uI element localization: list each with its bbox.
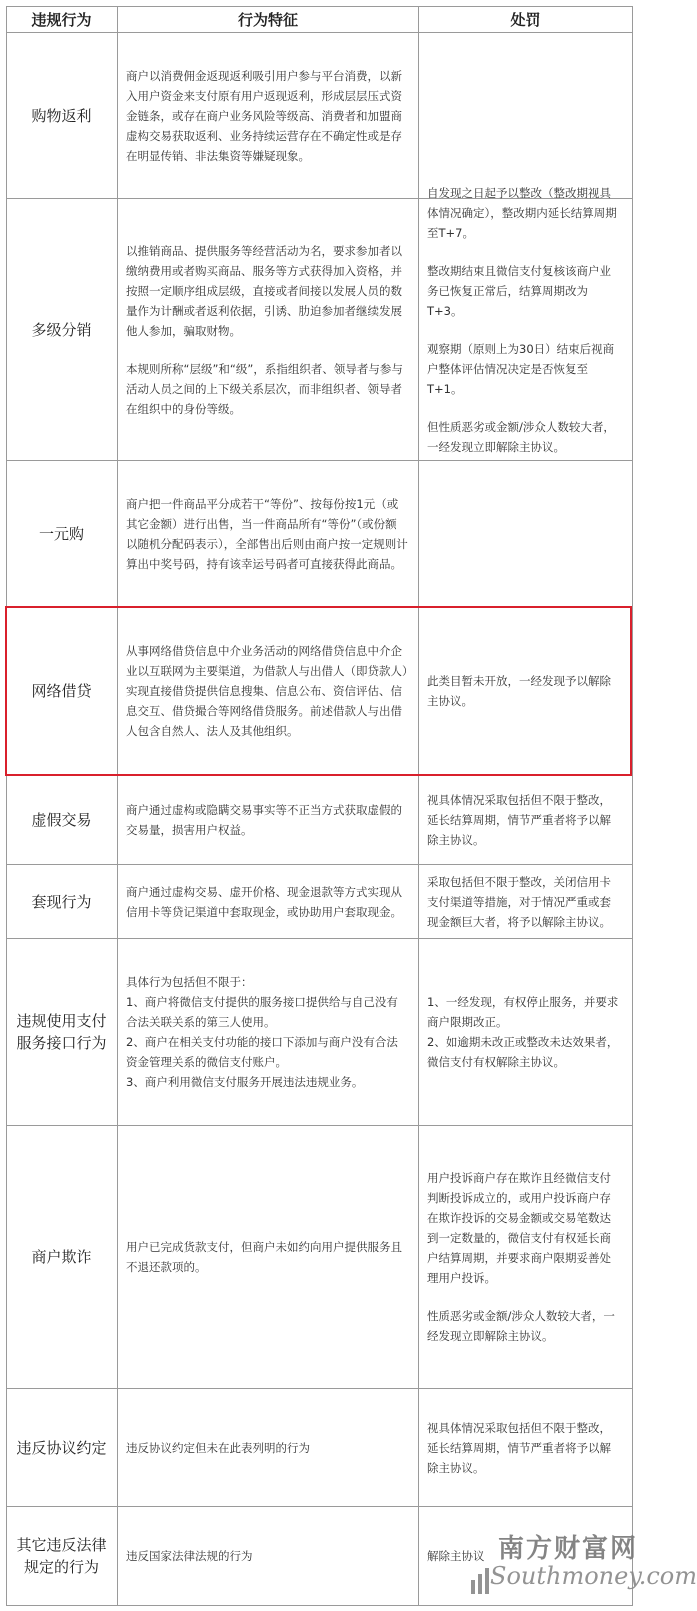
violation-penalty: 视具体情况采取包括但不限于整改，延长结算周期，情节严重者将予以解除主协议。 [427,1420,611,1475]
violation-name [6,939,117,1125]
highlight-box [5,606,632,776]
violation-features: 商户以消费佣金返现返利吸引用户参与平台消费，以新入用户资金来支付原有用户返现返利，形成层层压式资金链条，或存在商户业务风险等级高、消费者和加盟商虚构交易获取返利、业务持续运营存在不确定性或是存在明显传销、非法集资等嫌疑现象。 [126,68,402,163]
violation-features: 从事网络借贷信息中介业务活动的网络借贷信息中介企业以互联网为主要渠道，为借款人与出借人（即贷款人）实现直接借贷提供信息搜集、信息公布、资信评估、信息交互、借贷撮合等网络借贷服务。前述借款人与出借人包含自然人、法人及其他组织。 [126,644,408,738]
violation-name: 购物返利 [31,106,92,125]
watermark-en: Southmoney.com [490,1562,697,1590]
violation-name-line: 规定的行为 [23,1558,99,1576]
violation-name: 违反协议约定 [16,1438,107,1457]
violation-features: 商户通过虚构或隐瞒交易事实等不正当方式获取虚假的交易量，损害用户权益。 [126,803,402,837]
header-violation: 违规行为 [31,11,92,29]
violation-name: 商户欺诈 [31,1248,92,1266]
violation-name: 网络借贷 [31,682,92,700]
violation-name-line: 违规使用支付 [16,1012,107,1030]
header-features: 行为特征 [237,11,298,29]
violation-features: 商户通过虚构交易、虚开价格、现金退款等方式实现从信用卡等贷记渠道中套取现金，或协助用户套取现金。 [126,884,402,919]
violation-name: 虚假交易 [31,811,92,829]
shared-penalty: 自发现之日起予以整改（整改期视具体情况确定），整改期内延长结算周期至T+7。 整改期结束且微信支付复核该商户业务已恢复正常后，结算周期改为T+3。 观察期（原则上为30日）结束后视商户整体评估情况决定是否恢复至T+1。 但性质恶劣或金额/涉众人数较大者，一经发现立即解除主协议。 [427,185,617,454]
violation-penalty: 此类目暂未开放，一经发现予以解除主协议。 [427,674,611,708]
violation-penalty: 采取包括但不限于整改，关闭信用卡支付渠道等措施，对于情况严重或套现金额巨大者，将予以解除主协议。 [427,874,611,929]
violation-penalty: 解除主协议 [427,1549,485,1563]
violation-name: 一元购 [38,524,84,543]
violation-name-line: 其它违反法律 [16,1536,107,1554]
violation-features: 商户把一件商品平分成若干“等份”、按每份按1元（或其它金额）进行出售，当一件商品所有“等份”（或份额以随机分配码表示），全部售出后则由商户按一定规则计算出中奖号码，持有该幸运号码者可直接获得此商品。 [126,496,408,571]
violation-features: 以推销商品、提供服务等经营活动为名，要求参加者以缴纳费用或者购买商品、服务等方式获得加入资格，并按照一定顺序组成层级，直接或者间接以发展人员的数量作为计酬或者返利依据，引诱、肋迫参加者继续发展他人参加，骗取财物。 本规则所称“层级”和“级”，系指组织者、领导者与参与活动人员之间的上下级关系层次，而非组织者、领导者在组织中的身份等级。 [126,243,403,416]
violation-name: 多级分销 [31,320,92,339]
violation-features: 用户已完成货款支付，但商户未如约向用户提供服务且不退还款项的。 [126,1240,402,1274]
header-penalty: 处罚 [510,11,541,29]
violation-features: 具体行为包括但不限于： 1、商户将微信支付提供的服务接口提供给与自己没有合法关联关系的第三人使用。 2、商户在相关支付功能的接口下添加与商户没有合法资金管理关系的微信支付账户。 3、商户利用微信支付服务开展违法违规业务。 [126,975,398,1089]
violation-name [6,1507,117,1605]
table-border-right [632,6,633,1605]
violation-name: 套现行为 [31,892,92,911]
logo-bars-icon [470,1566,492,1594]
violation-features: 违反国家法律法规的行为 [126,1549,253,1563]
violation-penalty: 1、一经发现，有权停止服务，并要求商户限期改正。 2、如逾期未改正或整改未达效果者，微信支付有权解除主协议。 [427,995,619,1069]
watermark-logo [470,1528,697,1604]
violation-penalty: 视具体情况采取包括但不限于整改，延长结算周期，情节严重者将予以解除主协议。 [427,793,611,847]
violation-features: 违反协议约定但未在此表列明的行为 [126,1440,310,1455]
watermark-cn: 南方财富网 [498,1534,639,1564]
violation-penalty: 用户投诉商户存在欺诈且经微信支付判断投诉成立的，或用户投诉商户存在欺诈投诉的交易金额或交易笔数达到一定数量的，微信支付有权延长商户结算周期，并要求商户限期妥善处理用户投诉。 性质恶劣或金额/涉众人数较大者，一经发现立即解除主协议。 [427,1171,615,1343]
table-border-bottom [6,1605,633,1606]
violation-name-line: 服务接口行为 [16,1034,107,1052]
